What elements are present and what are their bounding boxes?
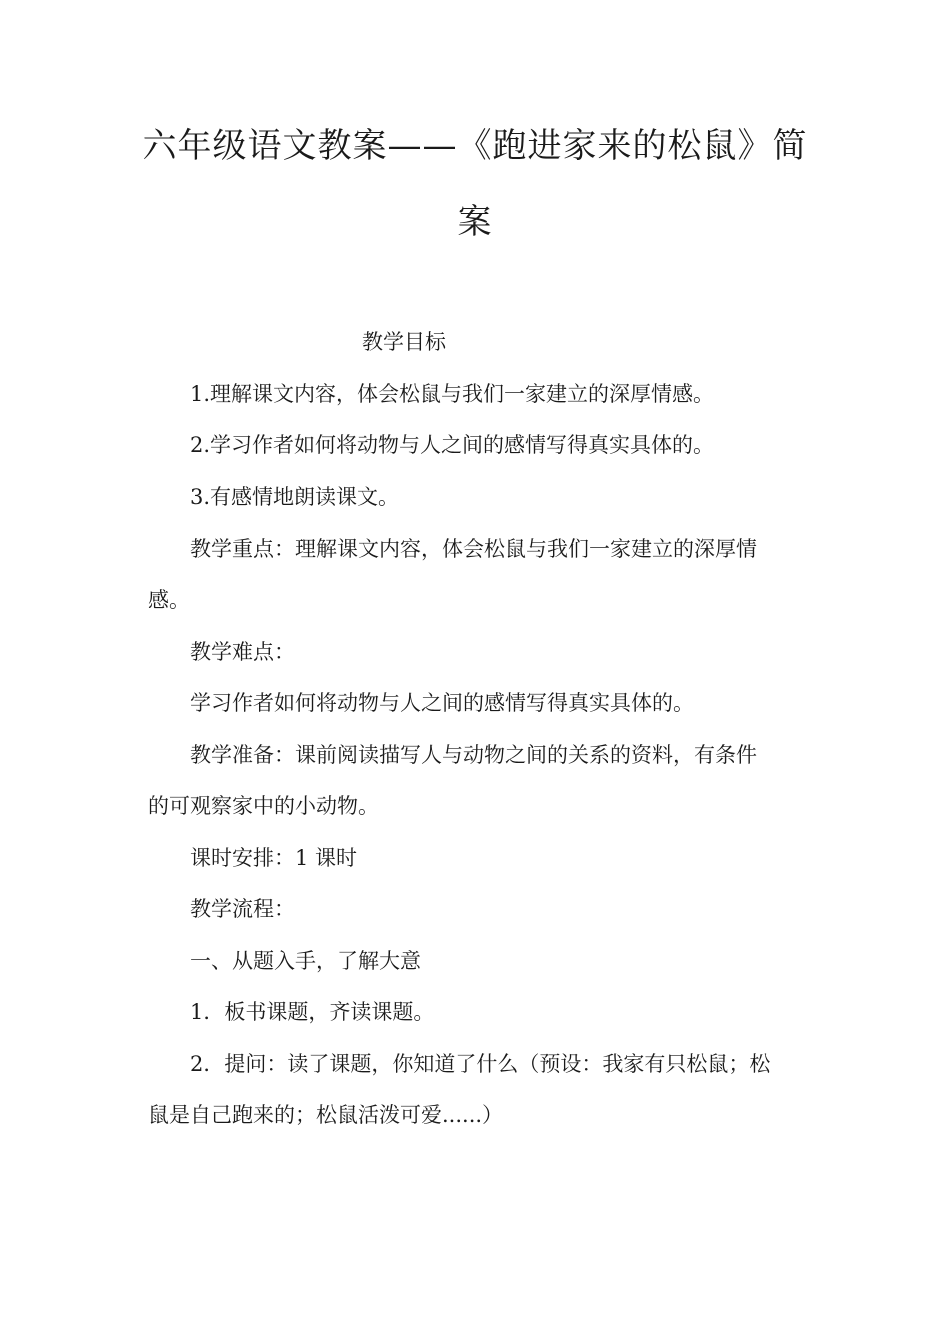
document-title-line-1: 六年级语文教案——《跑进家来的松鼠》简 bbox=[142, 126, 808, 166]
schedule-line: 课时安排：1 课时 bbox=[190, 846, 358, 870]
key-point-line-1: 教学重点：理解课文内容，体会松鼠与我们一家建立的深厚情 bbox=[190, 537, 757, 561]
goal-item-3: 3.有感情地朗读课文。 bbox=[190, 485, 400, 509]
key-point-line-2: 感。 bbox=[148, 588, 190, 612]
difficulty-text: 学习作者如何将动物与人之间的感情写得真实具体的。 bbox=[190, 691, 694, 715]
step-1-heading: 一、从题入手，了解大意 bbox=[190, 949, 421, 973]
goal-item-1: 1.理解课文内容，体会松鼠与我们一家建立的深厚情感。 bbox=[190, 382, 715, 406]
difficulty-label: 教学难点： bbox=[190, 640, 295, 664]
step-1-item-2-line-1: 2．提问：读了课题，你知道了什么（预设：我家有只松鼠；松 bbox=[190, 1052, 771, 1076]
process-label: 教学流程： bbox=[190, 897, 295, 921]
document-title-line-2: 案 bbox=[457, 202, 493, 242]
preparation-line-2: 的可观察家中的小动物。 bbox=[148, 794, 379, 818]
goal-item-2: 2.学习作者如何将动物与人之间的感情写得真实具体的。 bbox=[190, 433, 715, 457]
section-heading-goals: 教学目标 bbox=[362, 330, 446, 354]
step-1-item-2-line-2: 鼠是自己跑来的；松鼠活泼可爱......） bbox=[148, 1103, 504, 1127]
step-1-item-1: 1．板书课题，齐读课题。 bbox=[190, 1000, 435, 1024]
preparation-line-1: 教学准备：课前阅读描写人与动物之间的关系的资料，有条件 bbox=[190, 743, 757, 767]
